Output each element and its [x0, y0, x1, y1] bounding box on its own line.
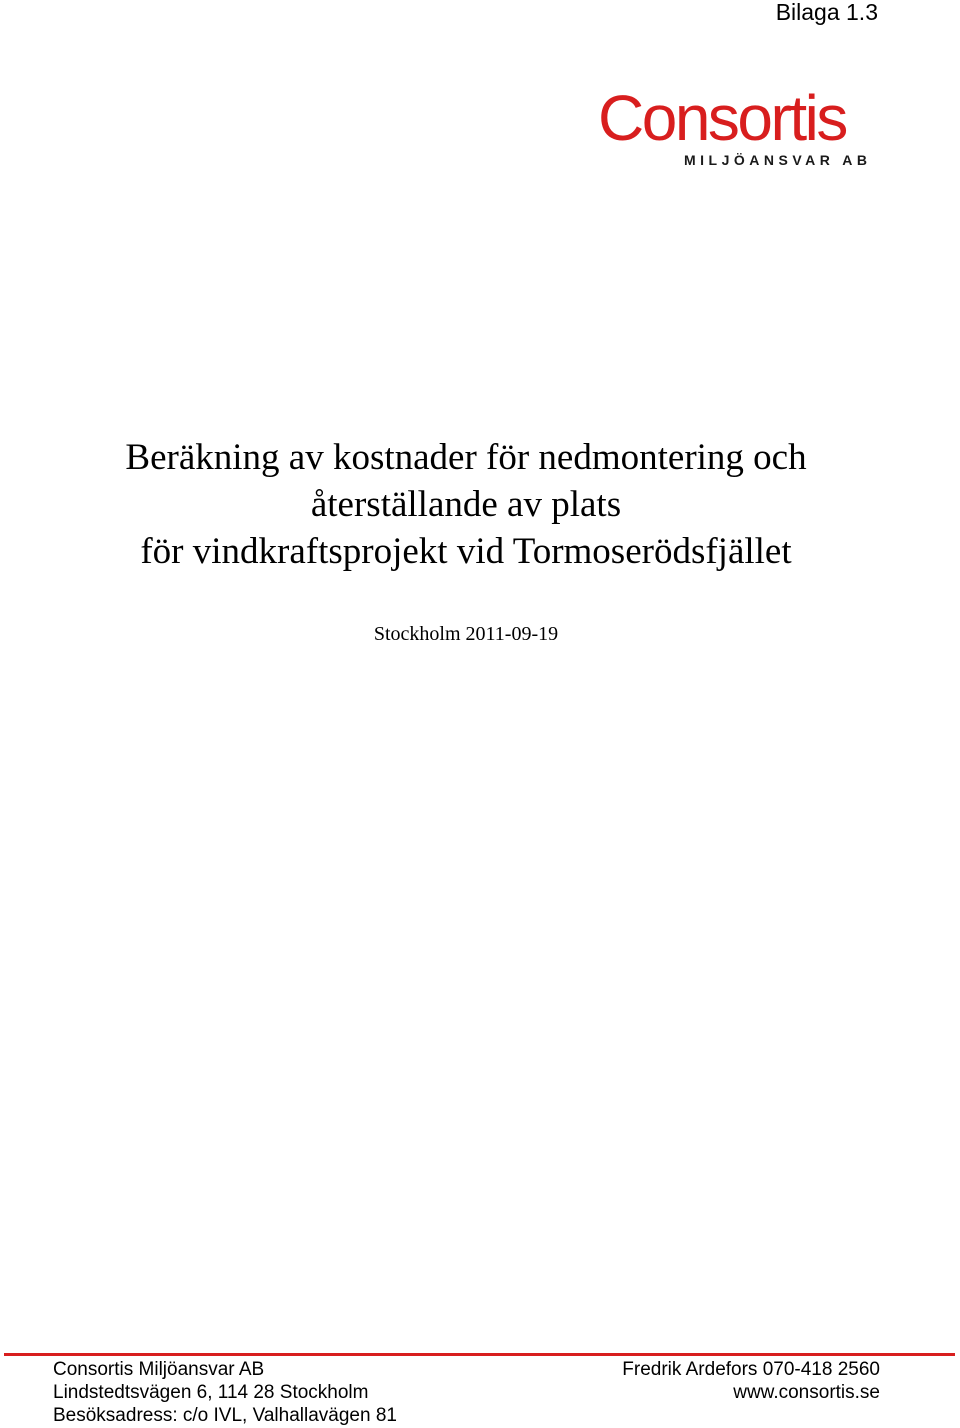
title-line: för vindkraftsprojekt vid Tormoserödsfjället — [140, 531, 792, 572]
document-title — [0, 434, 932, 575]
footer-contact-person: Fredrik Ardefors 070-418 2560 — [622, 1359, 880, 1380]
footer-contact-info — [622, 1358, 880, 1404]
page-footer — [0, 1358, 960, 1428]
title-line: återställande av plats — [310, 484, 622, 525]
footer-company-name: Consortis Miljöansvar AB — [53, 1359, 265, 1380]
footer-website-link[interactable]: www.consortis.se — [733, 1382, 880, 1403]
logo-tagline: MILJÖANSVAR AB — [684, 152, 872, 168]
footer-company-info — [53, 1358, 397, 1427]
logo-wordmark: Consortis — [598, 82, 846, 154]
footer-divider — [4, 1353, 955, 1356]
attachment-label: Bilaga 1.3 — [775, 0, 878, 25]
company-logo — [598, 82, 874, 170]
footer-visiting-address: Besöksadress: c/o IVL, Valhallavägen 81 — [53, 1405, 397, 1426]
footer-postal-address: Lindstedtsvägen 6, 114 28 Stockholm — [53, 1382, 369, 1403]
title-line: Beräkning av kostnader för nedmontering och — [125, 437, 807, 478]
place-date: Stockholm 2011-09-19 — [373, 623, 559, 645]
